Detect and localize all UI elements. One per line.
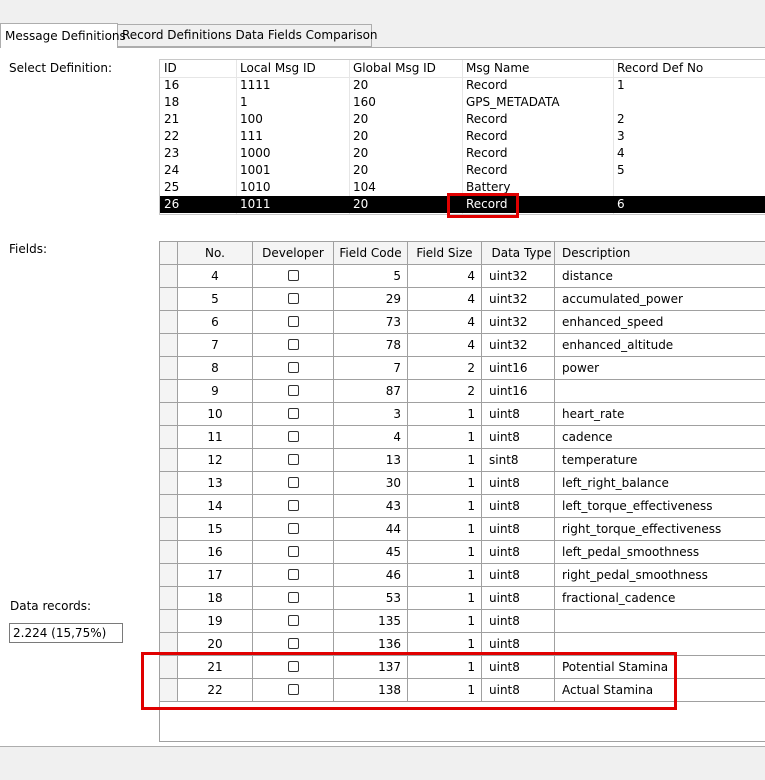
definition-row[interactable] <box>160 162 765 179</box>
data-type: uint8 <box>482 518 555 541</box>
definition-cell: 1001 <box>240 163 271 177</box>
field-size: 4 <box>408 288 482 311</box>
definition-row[interactable] <box>160 94 765 111</box>
definition-cell: Record <box>466 163 508 177</box>
field-no: 17 <box>178 564 253 587</box>
definition-cell: 1111 <box>240 78 271 92</box>
definition-cell: GPS_METADATA <box>466 95 560 109</box>
definition-cell: 2 <box>617 112 625 126</box>
field-row[interactable] <box>160 518 765 541</box>
data-records-label: Data records: <box>10 599 92 613</box>
data-type: uint8 <box>482 610 555 633</box>
definition-cell: 20 <box>353 78 369 92</box>
column-header[interactable]: Msg Name <box>466 61 530 75</box>
definition-cell: 20 <box>353 112 369 126</box>
definition-row[interactable] <box>160 77 765 94</box>
developer-cell <box>253 495 334 518</box>
field-size: 4 <box>408 265 482 288</box>
field-no: 18 <box>178 587 253 610</box>
field-size: 1 <box>408 495 482 518</box>
definition-cell: 26 <box>164 197 180 211</box>
field-code: 7 <box>334 357 408 380</box>
field-code: 29 <box>334 288 408 311</box>
column-header[interactable]: No. <box>178 242 253 265</box>
field-description: left_pedal_smoothness <box>555 541 765 564</box>
highlight-selected-msg-name <box>447 193 519 218</box>
definition-cell: 111 <box>240 129 263 143</box>
column-header[interactable]: Local Msg ID <box>240 61 316 75</box>
definition-row[interactable] <box>160 145 765 162</box>
data-type: uint8 <box>482 633 555 656</box>
developer-cell <box>253 610 334 633</box>
definition-cell: Record <box>466 78 508 92</box>
tab-message-definitions[interactable]: Message Definitions <box>0 23 118 48</box>
developer-cell <box>253 587 334 610</box>
field-description: cadence <box>555 426 765 449</box>
definition-cell: 20 <box>353 163 369 177</box>
highlight-stamina-rows <box>141 652 677 710</box>
field-row[interactable] <box>160 265 765 288</box>
field-size: 4 <box>408 311 482 334</box>
developer-cell <box>253 449 334 472</box>
column-header[interactable]: Record Def No <box>617 61 704 75</box>
field-no: 12 <box>178 449 253 472</box>
column-header[interactable]: ID <box>164 61 177 75</box>
column-header[interactable]: Description <box>555 242 765 265</box>
developer-checkbox[interactable] <box>288 385 299 396</box>
field-description: left_torque_effectiveness <box>555 495 765 518</box>
data-type: uint8 <box>482 472 555 495</box>
field-code: 138 <box>334 679 408 702</box>
field-row[interactable] <box>160 403 765 426</box>
definition-cell: 1011 <box>240 197 271 211</box>
field-row[interactable] <box>160 334 765 357</box>
row-selector[interactable] <box>160 518 178 541</box>
definition-cell: Record <box>466 197 508 211</box>
field-no: 21 <box>178 656 253 679</box>
data-type: uint8 <box>482 656 555 679</box>
field-code: 73 <box>334 311 408 334</box>
field-code: 44 <box>334 518 408 541</box>
column-header[interactable]: Developer <box>253 242 334 265</box>
field-code: 3 <box>334 403 408 426</box>
field-row[interactable] <box>160 541 765 564</box>
definition-cell: 21 <box>164 112 180 126</box>
row-selector-header <box>160 242 178 265</box>
field-no: 9 <box>178 380 253 403</box>
field-description: enhanced_altitude <box>555 334 765 357</box>
field-description: fractional_cadence <box>555 587 765 610</box>
definition-list[interactable] <box>159 59 765 215</box>
developer-cell <box>253 311 334 334</box>
definition-cell: 1 <box>240 95 248 109</box>
field-no: 15 <box>178 518 253 541</box>
field-row[interactable] <box>160 495 765 518</box>
field-description: distance <box>555 265 765 288</box>
field-no: 14 <box>178 495 253 518</box>
definition-row[interactable] <box>160 111 765 128</box>
field-size: 4 <box>408 334 482 357</box>
field-size: 1 <box>408 541 482 564</box>
field-no: 8 <box>178 357 253 380</box>
field-description: power <box>555 357 765 380</box>
row-selector[interactable] <box>160 564 178 587</box>
developer-checkbox[interactable] <box>288 270 299 281</box>
field-size: 1 <box>408 564 482 587</box>
column-header[interactable]: Global Msg ID <box>353 61 436 75</box>
field-row[interactable] <box>160 311 765 334</box>
field-code: 13 <box>334 449 408 472</box>
field-row[interactable] <box>160 472 765 495</box>
developer-cell <box>253 357 334 380</box>
developer-cell <box>253 426 334 449</box>
row-selector[interactable] <box>160 403 178 426</box>
field-row[interactable] <box>160 564 765 587</box>
data-type: uint32 <box>482 265 555 288</box>
column-header[interactable]: Data Type <box>482 242 555 265</box>
data-type: uint32 <box>482 334 555 357</box>
row-selector[interactable] <box>160 541 178 564</box>
field-size: 1 <box>408 610 482 633</box>
field-size: 1 <box>408 449 482 472</box>
field-no: 10 <box>178 403 253 426</box>
row-selector[interactable] <box>160 426 178 449</box>
definition-cell: 20 <box>353 197 369 211</box>
field-row[interactable] <box>160 357 765 380</box>
row-selector[interactable] <box>160 610 178 633</box>
field-code: 30 <box>334 472 408 495</box>
field-row[interactable] <box>160 288 765 311</box>
definition-cell: 6 <box>617 197 625 211</box>
field-no: 4 <box>178 265 253 288</box>
developer-checkbox[interactable] <box>288 638 299 649</box>
field-row[interactable] <box>160 380 765 403</box>
definition-cell: 20 <box>353 129 369 143</box>
field-code: 45 <box>334 541 408 564</box>
field-no: 6 <box>178 311 253 334</box>
field-no: 13 <box>178 472 253 495</box>
developer-checkbox[interactable] <box>288 546 299 557</box>
column-header[interactable]: Field Code <box>334 242 408 265</box>
row-selector[interactable] <box>160 495 178 518</box>
developer-checkbox[interactable] <box>288 454 299 465</box>
column-header[interactable]: Field Size <box>408 242 482 265</box>
field-size: 1 <box>408 518 482 541</box>
data-type: uint8 <box>482 564 555 587</box>
data-type: uint8 <box>482 679 555 702</box>
developer-checkbox[interactable] <box>288 339 299 350</box>
field-description: left_right_balance <box>555 472 765 495</box>
field-code: 135 <box>334 610 408 633</box>
tab-record-definitions-comparison[interactable]: Record Definitions Data Fields Comparison <box>117 24 372 47</box>
developer-checkbox[interactable] <box>288 523 299 534</box>
definition-cell: 25 <box>164 180 180 194</box>
developer-cell <box>253 288 334 311</box>
field-size: 1 <box>408 656 482 679</box>
row-selector[interactable] <box>160 334 178 357</box>
data-type: uint8 <box>482 587 555 610</box>
data-type: sint8 <box>482 449 555 472</box>
row-selector[interactable] <box>160 472 178 495</box>
field-no: 20 <box>178 633 253 656</box>
definition-list-header <box>160 60 765 77</box>
developer-checkbox[interactable] <box>288 592 299 603</box>
data-type: uint8 <box>482 403 555 426</box>
definition-cell: 23 <box>164 146 180 160</box>
field-description: right_pedal_smoothness <box>555 564 765 587</box>
field-description: temperature <box>555 449 765 472</box>
developer-cell <box>253 334 334 357</box>
developer-checkbox[interactable] <box>288 615 299 626</box>
row-selector[interactable] <box>160 311 178 334</box>
field-no: 16 <box>178 541 253 564</box>
fields-label: Fields: <box>9 242 47 256</box>
field-description <box>555 610 765 633</box>
definition-cell: 16 <box>164 78 180 92</box>
field-description: heart_rate <box>555 403 765 426</box>
definition-cell: 104 <box>353 180 376 194</box>
developer-checkbox[interactable] <box>288 293 299 304</box>
developer-cell <box>253 541 334 564</box>
field-row[interactable] <box>160 449 765 472</box>
field-size: 1 <box>408 587 482 610</box>
row-selector[interactable] <box>160 449 178 472</box>
field-no: 7 <box>178 334 253 357</box>
developer-cell <box>253 403 334 426</box>
definition-cell: 24 <box>164 163 180 177</box>
field-row[interactable] <box>160 426 765 449</box>
field-size: 1 <box>408 633 482 656</box>
definition-cell: 5 <box>617 163 625 177</box>
developer-checkbox[interactable] <box>288 408 299 419</box>
field-code: 4 <box>334 426 408 449</box>
field-description <box>555 380 765 403</box>
field-row[interactable] <box>160 610 765 633</box>
row-selector[interactable] <box>160 587 178 610</box>
field-row[interactable] <box>160 587 765 610</box>
developer-checkbox[interactable] <box>288 500 299 511</box>
definition-cell: 1000 <box>240 146 271 160</box>
definition-cell: Battery <box>466 180 511 194</box>
data-type: uint16 <box>482 357 555 380</box>
developer-checkbox[interactable] <box>288 569 299 580</box>
definition-cell: 22 <box>164 129 180 143</box>
field-code: 5 <box>334 265 408 288</box>
definition-cell: 1010 <box>240 180 271 194</box>
developer-checkbox[interactable] <box>288 362 299 373</box>
row-selector[interactable] <box>160 380 178 403</box>
field-size: 1 <box>408 426 482 449</box>
field-description: accumulated_power <box>555 288 765 311</box>
field-code: 78 <box>334 334 408 357</box>
data-type: uint32 <box>482 311 555 334</box>
developer-checkbox[interactable] <box>288 431 299 442</box>
definition-cell: Record <box>466 112 508 126</box>
field-description: enhanced_speed <box>555 311 765 334</box>
field-no: 22 <box>178 679 253 702</box>
definition-row[interactable] <box>160 128 765 145</box>
field-code: 43 <box>334 495 408 518</box>
field-code: 46 <box>334 564 408 587</box>
select-definition-label: Select Definition: <box>9 61 112 75</box>
data-type: uint8 <box>482 541 555 564</box>
definition-cell: 3 <box>617 129 625 143</box>
developer-cell <box>253 564 334 587</box>
field-size: 2 <box>408 357 482 380</box>
definition-cell: 160 <box>353 95 376 109</box>
developer-cell <box>253 472 334 495</box>
field-size: 1 <box>408 679 482 702</box>
field-code: 137 <box>334 656 408 679</box>
field-description: Actual Stamina <box>555 679 765 702</box>
field-description: right_torque_effectiveness <box>555 518 765 541</box>
field-description: Potential Stamina <box>555 656 765 679</box>
row-selector[interactable] <box>160 265 178 288</box>
field-code: 87 <box>334 380 408 403</box>
field-size: 1 <box>408 403 482 426</box>
definition-cell: 1 <box>617 78 625 92</box>
data-type: uint8 <box>482 495 555 518</box>
data-type: uint8 <box>482 426 555 449</box>
definition-cell: 18 <box>164 95 180 109</box>
developer-cell <box>253 265 334 288</box>
definition-cell: 4 <box>617 146 625 160</box>
developer-checkbox[interactable] <box>288 477 299 488</box>
field-size: 2 <box>408 380 482 403</box>
row-selector[interactable] <box>160 357 178 380</box>
field-code: 53 <box>334 587 408 610</box>
row-selector[interactable] <box>160 288 178 311</box>
definition-cell: 100 <box>240 112 263 126</box>
developer-cell <box>253 380 334 403</box>
field-no: 11 <box>178 426 253 449</box>
definition-cell: Record <box>466 146 508 160</box>
data-type: uint16 <box>482 380 555 403</box>
developer-checkbox[interactable] <box>288 316 299 327</box>
field-size: 1 <box>408 472 482 495</box>
field-code: 136 <box>334 633 408 656</box>
field-no: 5 <box>178 288 253 311</box>
definition-cell: Record <box>466 129 508 143</box>
developer-cell <box>253 518 334 541</box>
data-type: uint32 <box>482 288 555 311</box>
data-records-field: 2.224 (15,75%) <box>9 623 123 643</box>
definition-cell: 20 <box>353 146 369 160</box>
field-no: 19 <box>178 610 253 633</box>
